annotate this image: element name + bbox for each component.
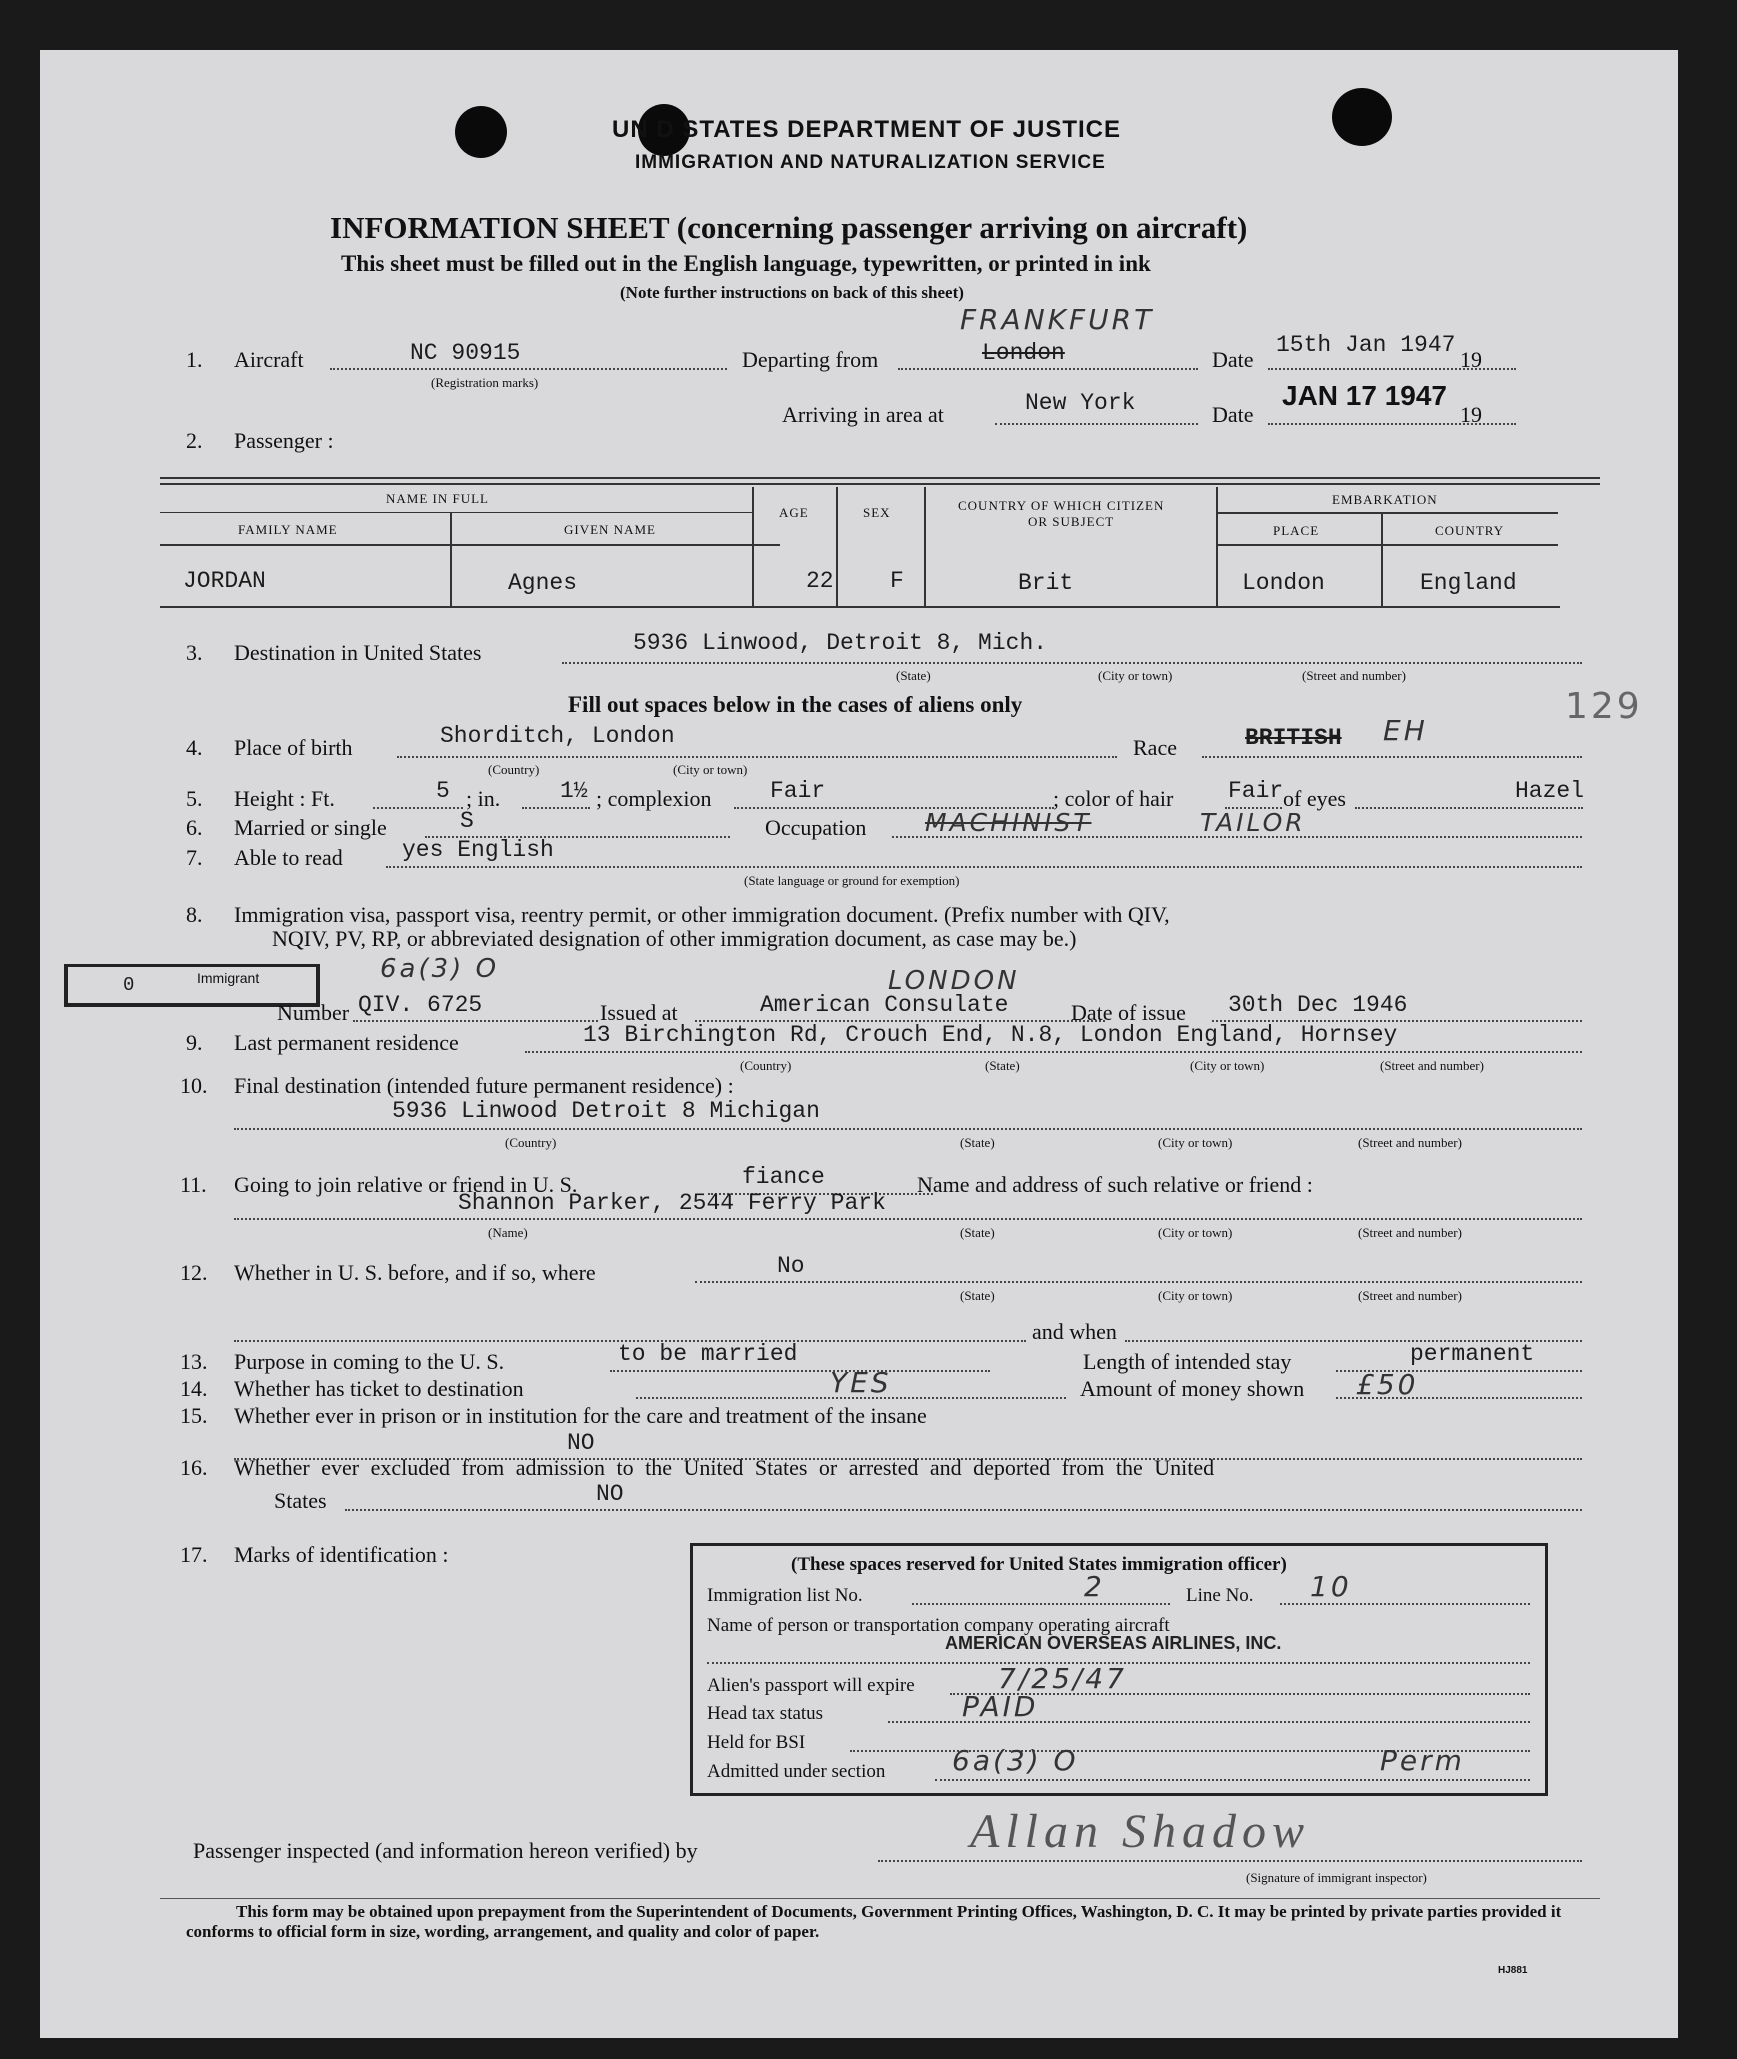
head-tax-value: PAID — [962, 1690, 1039, 1723]
excluded-value: NO — [596, 1481, 624, 1507]
issued-at-value: American Consulate — [760, 992, 1009, 1018]
date-of-issue-label: Date of issue — [1071, 1000, 1186, 1025]
height-in-value: 1½ — [560, 778, 588, 804]
item-number: 14. — [180, 1376, 208, 1401]
hair-label: ; color of hair — [1053, 786, 1174, 811]
company-stamp: AMERICAN OVERSEAS AIRLINES, INC. — [945, 1633, 1282, 1653]
purpose-value: to be married — [618, 1341, 798, 1367]
col-citizen: COUNTRY OF WHICH CITIZEN — [958, 498, 1165, 513]
country-caption: (Country) — [488, 762, 540, 777]
passport-expire-value: 7/25/47 — [998, 1662, 1127, 1695]
sex-value: F — [890, 568, 904, 594]
occupation-label: Occupation — [765, 815, 867, 840]
length-of-stay-value: permanent — [1410, 1341, 1535, 1367]
city-caption: (City or town) — [1158, 1225, 1233, 1240]
birthplace-value: Shorditch, London — [440, 723, 675, 749]
col-given-name: GIVEN NAME — [564, 522, 656, 537]
embark-place-value: London — [1242, 570, 1325, 596]
line-no-value: 10 — [1310, 1570, 1352, 1603]
immigrant-stamp-label: Immigrant — [197, 970, 260, 986]
department-title: UN D STATES DEPARTMENT OF JUSTICE — [612, 116, 1122, 143]
item-number: 9. — [186, 1030, 203, 1055]
departure-date-value: 15th Jan 1947 — [1276, 332, 1456, 358]
street-caption: (Street and number) — [1358, 1225, 1462, 1240]
item-number: 1. — [186, 347, 203, 372]
departure-date-label: Date — [1212, 347, 1254, 372]
occupation-handwritten: TAILOR — [1200, 808, 1306, 837]
street-caption: (Street and number) — [1358, 1135, 1462, 1150]
visa-instruction-1: Immigration visa, passport visa, reentry permit, or other immigration document. (Prefix number with QIV, — [234, 902, 1170, 927]
item-number: 10. — [180, 1073, 208, 1098]
eyes-label: of eyes — [1283, 786, 1346, 811]
last-residence-label: Last permanent residence — [234, 1030, 459, 1055]
in-us-before-label: Whether in U. S. before, and if so, where — [234, 1260, 596, 1285]
item-number: 3. — [186, 640, 203, 665]
item-number: 6. — [186, 815, 203, 840]
item-number: 5. — [186, 786, 203, 811]
item-number: 11. — [180, 1172, 207, 1197]
marital-value: S — [460, 808, 474, 834]
city-caption: (City or town) — [1158, 1288, 1233, 1303]
side-number: 129 — [1565, 686, 1643, 727]
city-caption: (City or town) — [1098, 668, 1173, 683]
join-value: fiance — [742, 1164, 825, 1190]
head-tax-label: Head tax status — [707, 1703, 824, 1724]
street-caption: (Street and number) — [1358, 1288, 1462, 1303]
signature-caption: (Signature of immigrant inspector) — [1246, 1870, 1427, 1885]
admitted-value: 6a(3) O — [952, 1744, 1079, 1777]
item-number: 4. — [186, 735, 203, 760]
prison-value: NO — [567, 1430, 595, 1456]
admitted-label: Admitted under section — [707, 1761, 886, 1782]
year-prefix-2: 19 — [1460, 402, 1482, 427]
footer-text: This form may be obtained upon prepayment from the Superintendent of Documents, Government Printing Offices, Washington, D. C. It may be printed by private parties provided it conforms to official form in size, wording, arrangement, and quality and color of paper. — [186, 1902, 1562, 1941]
document-class-handwritten: 6a(3) O — [380, 954, 500, 984]
aliens-only-heading: Fill out spaces below in the cases of aliens only — [568, 692, 1023, 717]
departing-from-handwritten: FRANKFURT — [960, 303, 1155, 336]
hair-value: Fair — [1228, 778, 1284, 804]
and-when-label: and when — [1032, 1319, 1117, 1344]
line-no-label: Line No. — [1186, 1585, 1254, 1606]
form-sheet — [40, 50, 1678, 2038]
name-caption: (Name) — [488, 1225, 528, 1240]
item-number: 15. — [180, 1403, 208, 1428]
list-no-value: 2 — [1084, 1570, 1105, 1603]
immigrant-stamp-number: 0 — [123, 974, 135, 996]
state-caption: (State) — [960, 1288, 995, 1303]
instruction-2: (Note further instructions on back of this sheet) — [620, 283, 964, 302]
citizen-value: Brit — [1018, 570, 1074, 596]
item-number: 13. — [180, 1349, 208, 1374]
item-number: 17. — [180, 1542, 208, 1567]
state-language-caption: (State language or ground for exemption) — [744, 873, 960, 888]
col-sex: SEX — [863, 505, 891, 520]
arrival-date-stamp: JAN 17 1947 — [1282, 380, 1448, 411]
money-label: Amount of money shown — [1080, 1376, 1305, 1401]
service-title: IMMIGRATION AND NATURALIZATION SERVICE — [635, 152, 1106, 173]
departing-from-typed: London — [982, 340, 1065, 366]
in-us-before-value: No — [777, 1253, 805, 1279]
registration-marks-caption: (Registration marks) — [431, 375, 539, 390]
item-number: 12. — [180, 1260, 208, 1285]
destination-label: Destination in United States — [234, 640, 482, 665]
page-title: INFORMATION SHEET (concerning passenger arriving on aircraft) — [330, 210, 1248, 245]
city-caption: (City or town) — [673, 762, 748, 777]
col-embarkation: EMBARKATION — [1332, 492, 1438, 507]
height-ft-value: 5 — [436, 778, 450, 804]
col-citizen-2: OR SUBJECT — [1028, 514, 1115, 529]
year-prefix: 19 — [1460, 347, 1482, 372]
last-residence-value: 13 Birchington Rd, Crouch End, N.8, London England, Hornsey — [583, 1022, 1398, 1048]
race-handwritten: EH — [1383, 714, 1428, 747]
departing-from-label: Departing from — [742, 347, 879, 372]
given-name-value: Agnes — [508, 570, 578, 596]
col-place: PLACE — [1273, 523, 1320, 538]
country-caption: (Country) — [740, 1058, 792, 1073]
passenger-label: Passenger : — [234, 428, 334, 453]
punch-hole — [455, 106, 507, 158]
race-label: Race — [1133, 735, 1177, 760]
visa-instruction-2: NQIV, PV, RP, or abbreviated designation of other immigration document, as case may be.) — [272, 926, 1077, 951]
col-family-name: FAMILY NAME — [238, 522, 338, 537]
arriving-label: Arriving in area at — [782, 402, 944, 427]
excluded-label-1: Whether ever excluded from admission to the United States or arrested and deported from the United — [234, 1455, 1215, 1480]
able-to-read-value: yes English — [402, 837, 554, 863]
embark-country-value: England — [1420, 570, 1517, 596]
inspector-signature: Allan Shadow — [970, 1805, 1311, 1858]
aircraft-value: NC 90915 — [410, 340, 521, 366]
company-label: Name of person or transportation company operating aircraft — [707, 1615, 1170, 1636]
final-destination-value: 5936 Linwood Detroit 8 Michigan — [392, 1098, 820, 1124]
state-caption: (State) — [960, 1135, 995, 1150]
height-in-label: ; in. — [466, 786, 501, 811]
officer-box-title: (These spaces reserved for United States immigration officer) — [791, 1554, 1287, 1575]
family-name-value: JORDAN — [183, 568, 266, 594]
street-caption: (Street and number) — [1302, 668, 1406, 683]
relative-value: Shannon Parker, 2544 Ferry Park — [458, 1190, 886, 1216]
inspected-by-label: Passenger inspected (and information hereon verified) by — [193, 1838, 698, 1863]
aircraft-label: Aircraft — [234, 347, 304, 372]
admitted-class: Perm — [1380, 1744, 1465, 1777]
country-caption: (Country) — [505, 1135, 557, 1150]
item-number: 2. — [186, 428, 203, 453]
money-value: £50 — [1356, 1368, 1419, 1401]
arriving-value: New York — [1025, 390, 1136, 416]
height-ft-label: Height : Ft. — [234, 786, 335, 811]
doc-number-label: Number — [277, 1000, 350, 1025]
race-typed: BRITISH — [1245, 725, 1342, 751]
going-to-join-label: Going to join relative or friend in U. S. — [234, 1172, 578, 1197]
complexion-value: Fair — [770, 778, 826, 804]
instruction-1: This sheet must be filled out in the English language, typewritten, or printed in ink — [341, 251, 1151, 276]
col-country: COUNTRY — [1435, 523, 1505, 538]
issued-at-label: Issued at — [600, 1000, 678, 1025]
col-name-in-full: NAME IN FULL — [386, 491, 489, 506]
state-caption: (State) — [960, 1225, 995, 1240]
held-bsi-label: Held for BSI — [707, 1732, 806, 1753]
occupation-struck: MACHINIST — [925, 808, 1092, 837]
purpose-label: Purpose in coming to the U. S. — [234, 1349, 505, 1374]
state-caption: (State) — [896, 668, 931, 683]
date-of-issue-value: 30th Dec 1946 — [1228, 992, 1408, 1018]
age-value: 22 — [806, 568, 834, 594]
able-to-read-label: Able to read — [234, 845, 343, 870]
marks-label: Marks of identification : — [234, 1542, 449, 1567]
footer-code: HJ881 — [1498, 1965, 1528, 1976]
ticket-value: YES — [830, 1366, 892, 1399]
eyes-value: Hazel — [1515, 778, 1585, 804]
marital-label: Married or single — [234, 815, 387, 840]
place-of-birth-label: Place of birth — [234, 735, 353, 760]
item-number: 16. — [180, 1455, 208, 1480]
street-caption: (Street and number) — [1380, 1058, 1484, 1073]
final-destination-label: Final destination (intended future permanent residence) : — [234, 1073, 734, 1098]
col-age: AGE — [779, 505, 809, 520]
list-no-label: Immigration list No. — [707, 1585, 863, 1606]
length-of-stay-label: Length of intended stay — [1083, 1349, 1292, 1374]
punch-hole — [1332, 88, 1392, 146]
item-number: 7. — [186, 845, 203, 870]
destination-value: 5936 Linwood, Detroit 8, Mich. — [633, 630, 1048, 656]
name-address-label: Name and address of such relative or friend : — [917, 1172, 1313, 1197]
ticket-label: Whether has ticket to destination — [234, 1376, 524, 1401]
passport-expire-label: Alien's passport will expire — [707, 1675, 915, 1696]
doc-number-value: QIV. 6725 — [358, 992, 483, 1018]
item-number: 8. — [186, 902, 203, 927]
excluded-label-2: States — [274, 1488, 327, 1513]
state-caption: (State) — [985, 1058, 1020, 1073]
city-caption: (City or town) — [1158, 1135, 1233, 1150]
city-caption: (City or town) — [1190, 1058, 1265, 1073]
complexion-label: ; complexion — [596, 786, 712, 811]
prison-label: Whether ever in prison or in institution for the care and treatment of the insane — [234, 1403, 927, 1428]
issued-at-handwritten: LONDON — [888, 966, 1020, 996]
arrival-date-label: Date — [1212, 402, 1254, 427]
